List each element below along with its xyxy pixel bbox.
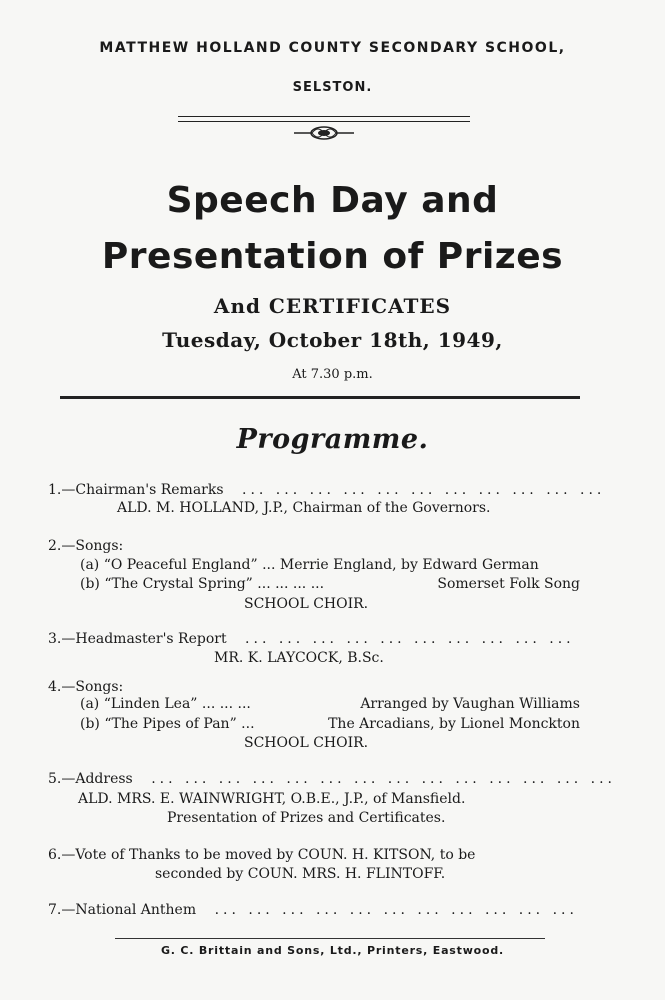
item-5-detail-2: Presentation of Prizes and Certificates. xyxy=(167,810,446,826)
programme-item-5 xyxy=(48,771,616,787)
item-label: Chairman's Remarks xyxy=(75,482,224,498)
item-2-song-b-source: Somerset Folk Song xyxy=(437,576,580,592)
item-3-detail: MR. K. LAYCOCK, B.Sc. xyxy=(214,650,384,666)
item-2-performer: SCHOOL CHOIR. xyxy=(244,596,369,612)
title-line-1: Speech Day and xyxy=(166,180,499,221)
leader-dots: ... ... ... ... ... ... ... ... ... ... ... ... ... ... xyxy=(151,771,616,787)
item-label: Address xyxy=(75,771,133,787)
programme-item-4 xyxy=(48,679,123,695)
item-6-text-2: seconded by COUN. MRS. H. FLINTOFF. xyxy=(155,866,446,882)
programme-heading: Programme. xyxy=(236,424,429,455)
school-location: SELSTON. xyxy=(292,80,373,95)
item-5-detail: ALD. MRS. E. WAINWRIGHT, O.B.E., J.P., of Mansfield. xyxy=(78,791,466,807)
item-4-song-a-source: Arranged by Vaughan Williams xyxy=(360,696,580,712)
item-4-song-b: (b) “The Pipes of Pan” ... xyxy=(80,716,255,732)
item-number: 7.— xyxy=(48,902,76,918)
leader-dots: ... ... ... ... ... ... ... ... ... ... ... xyxy=(214,902,578,918)
printer-credit: G. C. Brittain and Sons, Ltd., Printers, Eastwood. xyxy=(160,944,505,957)
ornament-icon xyxy=(290,122,358,144)
item-2-song-b: (b) “The Crystal Spring” ... ... ... ... xyxy=(80,576,325,592)
programme-item-6 xyxy=(48,847,475,863)
item-label: National Anthem xyxy=(75,902,197,918)
programme-item-3 xyxy=(48,631,575,647)
leader-dots: ... ... ... ... ... ... ... ... ... ... xyxy=(245,631,575,647)
item-number: 2.— xyxy=(48,538,76,554)
item-4-performer: SCHOOL CHOIR. xyxy=(244,735,369,751)
leader-dots: ... ... ... ... ... ... ... ... ... ... ... xyxy=(242,482,606,498)
item-text: Vote of Thanks to be moved by COUN. H. KITSON, to be xyxy=(75,847,476,863)
section-divider xyxy=(60,396,580,399)
item-number: 1.— xyxy=(48,482,76,498)
programme-item-1 xyxy=(48,482,605,498)
item-2-song-a: (a) “O Peaceful England” ... Merrie England, by Edward German xyxy=(80,557,539,573)
item-number: 6.— xyxy=(48,847,76,863)
item-1-detail: ALD. M. HOLLAND, J.P., Chairman of the Governors. xyxy=(117,500,491,516)
item-number: 4.— xyxy=(48,679,76,695)
item-4-song-b-source: The Arcadians, by Lionel Monckton xyxy=(328,716,580,732)
programme-item-7 xyxy=(48,902,578,918)
programme-item-2 xyxy=(48,538,123,554)
item-number: 5.— xyxy=(48,771,76,787)
item-label: Songs: xyxy=(75,538,124,554)
event-time: At 7.30 p.m. xyxy=(292,367,373,382)
item-label: Songs: xyxy=(75,679,124,695)
subtitle-certificates: And CERTIFICATES xyxy=(213,294,452,318)
item-4-song-a: (a) “Linden Lea” ... ... ... xyxy=(80,696,251,712)
event-date: Tuesday, October 18th, 1949, xyxy=(162,328,503,352)
item-number: 3.— xyxy=(48,631,76,647)
title-line-2: Presentation of Prizes xyxy=(101,236,564,277)
school-name: MATTHEW HOLLAND COUNTY SECONDARY SCHOOL, xyxy=(99,40,566,56)
footer-rule xyxy=(115,938,545,939)
item-label: Headmaster's Report xyxy=(75,631,227,647)
